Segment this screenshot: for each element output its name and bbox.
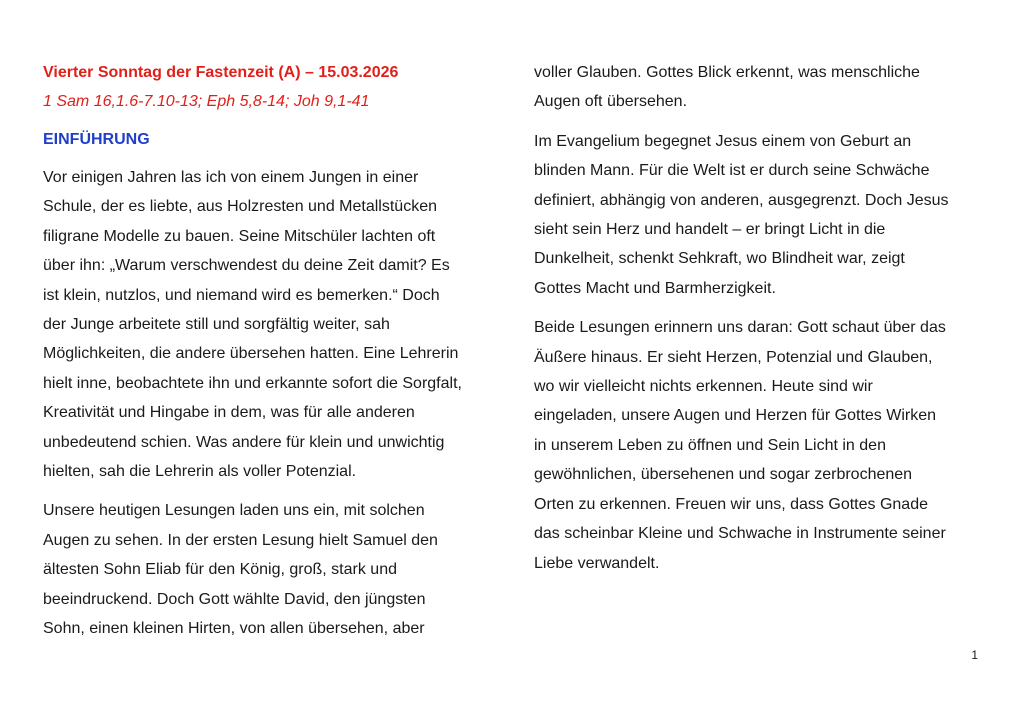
text-line: Liebe verwandelt. [534, 554, 660, 572]
text-line: Dunkelheit, schenkt Sehkraft, wo Blindheit war, zeigt [534, 250, 905, 268]
section-heading: EINFÜHRUNG [43, 131, 150, 148]
document-title: Vierter Sonntag der Fastenzeit (A) – 15.03.2026 [43, 64, 399, 81]
paragraph [534, 313, 1004, 578]
text-line: gewöhnlichen, übersehenen und sogar zerbrochenen [534, 466, 913, 484]
text-line: Im Evangelium begegnet Jesus einem von Geburt an [534, 132, 912, 150]
text-line: in unserem Leben zu öffnen und Sein Licht in den [534, 436, 886, 454]
text-line: definiert, abhängig von anderen, ausgegrenzt. Doch Jesus [534, 191, 949, 209]
text-line: Vor einigen Jahren las ich von einem Jungen in einer [43, 169, 419, 186]
text-line: hielten, sah die Lehrerin als voller Potenzial. [43, 463, 357, 481]
text-line: ältesten Sohn Eliab für den König, groß, stark und [43, 561, 397, 579]
text-line: Äußere hinaus. Er sieht Herzen, Potenzial und Glauben, [534, 348, 933, 366]
text-line: hielt inne, beobachtete ihn und erkannte sofort die Sorgfalt, [43, 374, 462, 392]
text-line: eingeladen, unsere Augen und Herzen für Gottes Wirken [534, 407, 937, 425]
text-line: wo wir vielleicht nichts erkennen. Heute sind wir [534, 378, 873, 396]
text-line: Augen oft übersehen. [534, 93, 688, 111]
text-line: Sohn, einen kleinen Hirten, von allen übersehen, aber [43, 620, 425, 638]
page-number: 1 [971, 648, 978, 662]
text-line: sieht sein Herz und handelt – er bringt Licht in die [534, 221, 886, 239]
text-line: blinden Mann. Für die Welt ist er durch seine Schwäche [534, 162, 930, 180]
paragraph [534, 58, 1004, 117]
text-line: der Junge arbeitete still und sorgfältig weiter, sah [43, 316, 390, 334]
text-line: über ihn: „Warum verschwendest du deine Zeit damit? Es [43, 257, 450, 275]
text-line: Gottes Macht und Barmherzigkeit. [534, 279, 776, 297]
text-line: das scheinbar Kleine und Schwache in Instrumente seiner [534, 525, 946, 543]
text-line: Schule, der es liebte, aus Holzresten und Metallstücken [43, 198, 437, 216]
text-line: voller Glauben. Gottes Blick erkennt, was menschliche [534, 64, 920, 81]
text-line: Augen zu sehen. In der ersten Lesung hielt Samuel den [43, 531, 438, 549]
paragraph [534, 127, 1004, 303]
right-column [534, 58, 1004, 588]
text-line: beeindruckend. Doch Gott wählte David, den jüngsten [43, 590, 426, 608]
paragraph [43, 496, 513, 643]
paragraph [43, 163, 513, 486]
text-line: filigrane Modelle zu bauen. Seine Mitschüler lachten oft [43, 227, 436, 245]
text-line: unbedeutend schien. Was andere für klein und unwichtig [43, 433, 445, 451]
text-line: Möglichkeiten, die andere übersehen hatten. Eine Lehrerin [43, 345, 459, 363]
text-line: Unsere heutigen Lesungen laden uns ein, mit solchen [43, 502, 425, 520]
left-column [43, 58, 513, 654]
text-line: Orten zu erkennen. Freuen wir uns, dass Gottes Gnade [534, 495, 928, 513]
text-line: ist klein, nutzlos, und niemand wird es bemerken.“ Doch [43, 286, 440, 304]
scripture-references: 1 Sam 16,1.6-7.10-13; Eph 5,8-14; Joh 9,1-41 [43, 93, 370, 110]
text-line: Beide Lesungen erinnern uns daran: Gott schaut über das [534, 319, 946, 337]
text-line: Kreativität und Hingabe in dem, was für alle anderen [43, 404, 415, 422]
